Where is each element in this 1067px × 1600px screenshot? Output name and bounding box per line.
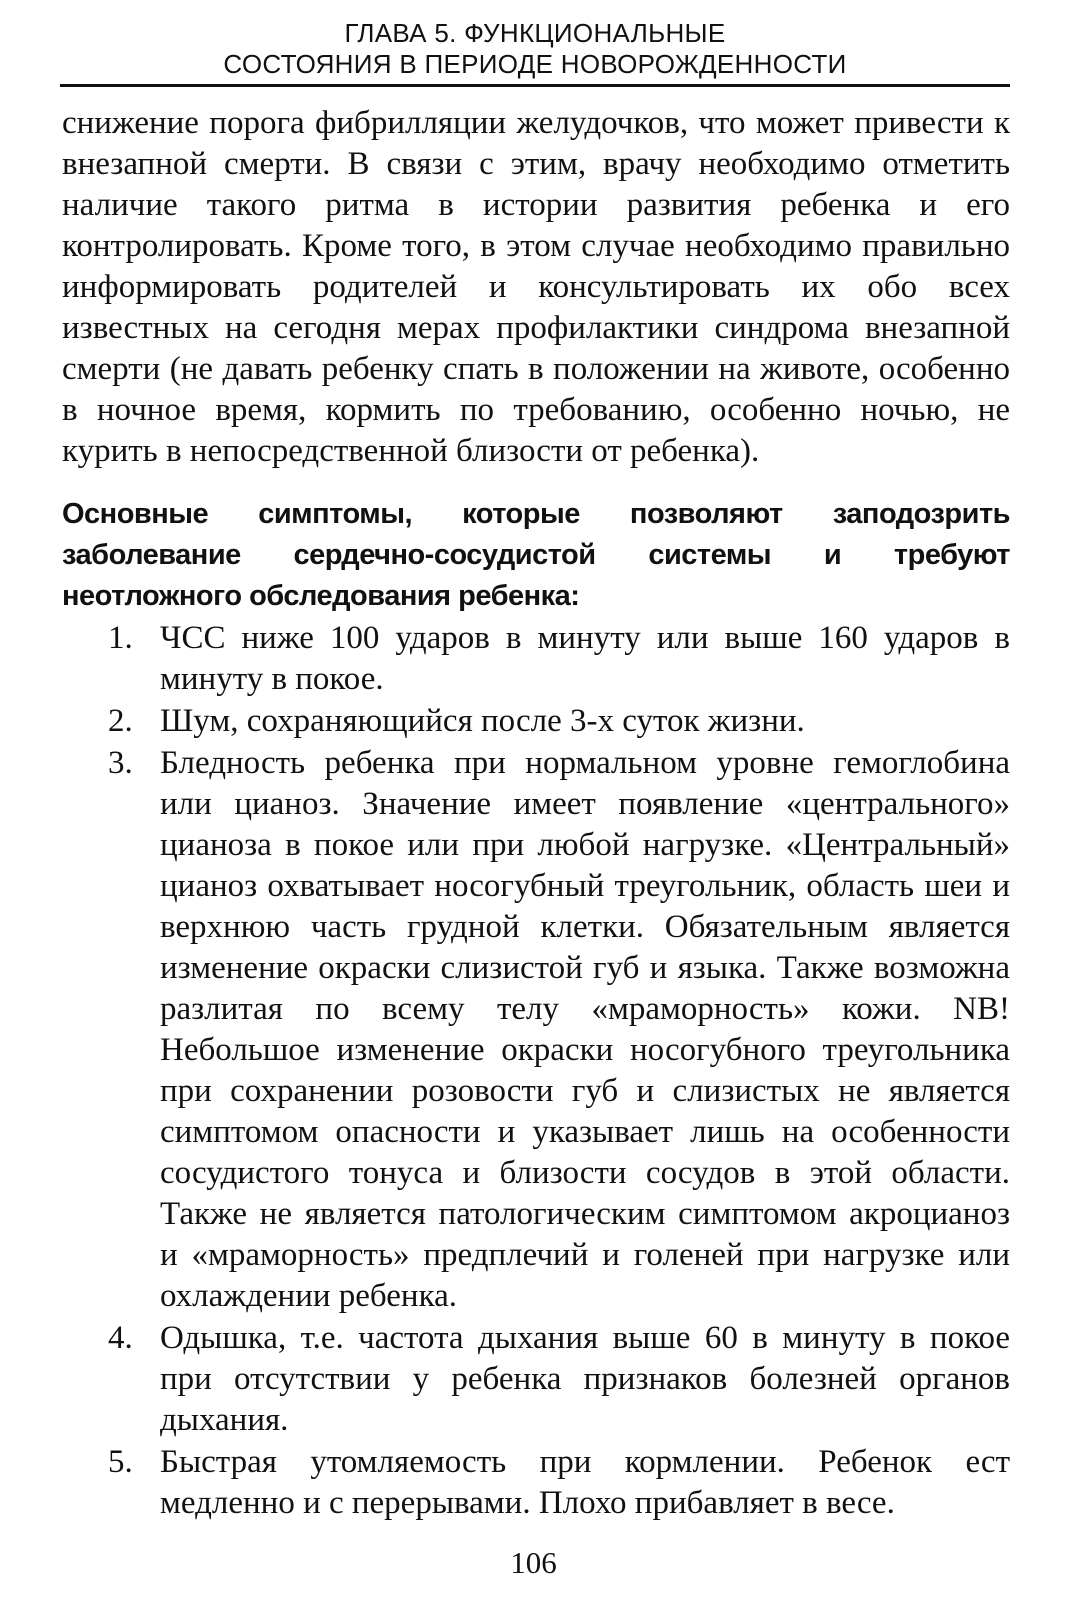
page-body [62,103,1010,1524]
list-item-text: Бледность ребенка при нормальном уровне гемоглобина или цианоз. Значение имеет появление «центрального» цианоза в покое или при любой нагрузке. «Центральный» цианоз охватывает носогубный треугольник, область шеи и верхнюю часть грудной клетки. Обязательным является изменение окраски слизистой губ и языка. Также возможна разлитая по всему телу «мраморность» кожи. NB! Небольшое изменение окраски носогубного треугольника при сохранении розовости губ и слизистых не является симптомом опасности и указывает лишь на особенности сосудистого тонуса и близости сосудов в этой области. Также не является патологическим симптомом акроцианоз и «мраморность» предплечий и голеней при нагрузке или охлаждении ребенка. [160,745,1010,1314]
list-item-text: Одышка, т.е. частота дыхания выше 60 в минуту в покое при отсутствии у ребенка признаков болезней органов дыхания. [160,1320,1010,1438]
list-item [62,1318,1010,1441]
list-item-number: 2. [108,703,133,739]
intro-paragraph: снижение порога фибрилляции желудочков, что может привести к внезапной смерти. В связи с этим, врачу необходимо отметить наличие такого ритма в истории развития ребенка и его контролировать. Кроме того, в этом случае необходимо правильно информировать родителей и консультировать их обо всех известных на сегодня мерах профилактики синдрома внезапной смерти (не давать ребенку спать в положении на животе, особенно в ночное время, кормить по требованию, особенно ночью, не курить в непосредственной близости от ребенка). [62,105,1010,469]
list-item [62,701,1010,742]
list-item [62,743,1010,1317]
list-item-number: 3. [108,745,133,781]
symptom-list [62,618,1010,1524]
list-item-number: 1. [108,620,133,656]
running-head-line-2: СОСТОЯНИЯ В ПЕРИОДЕ НОВОРОЖДЕННОСТИ [223,49,847,79]
header-rule [60,84,1010,87]
list-item [62,1442,1010,1524]
list-item-number: 5. [108,1444,133,1480]
page-number: 106 [510,1545,557,1580]
running-head [60,18,1010,80]
list-item-text: ЧСС ниже 100 ударов в минуту или выше 160 ударов в минуту в покое. [160,620,1010,697]
list-item-text: Быстрая утомляемость при кормлении. Ребенок ест медленно и с перерывами. Плохо прибавляет в весе. [160,1444,1010,1521]
section-heading: Основные симптомы, которые позволяют заподозрить заболевание сердечно-сосудистой системы и требуют неотложного обследования ребенка: [62,498,1010,612]
list-item-text: Шум, сохраняющийся после 3-х суток жизни. [160,703,805,739]
list-item-number: 4. [108,1320,133,1356]
running-head-line-1: ГЛАВА 5. ФУНКЦИОНАЛЬНЫЕ [344,18,726,48]
list-item [62,618,1010,700]
